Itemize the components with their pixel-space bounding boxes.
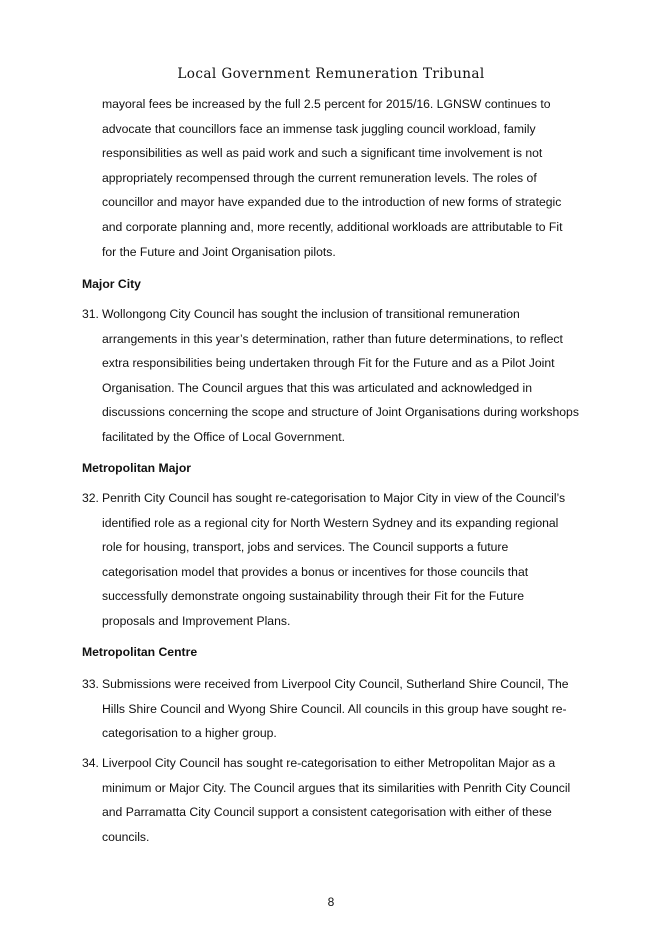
section-heading-metropolitan-centre: Metropolitan Centre (82, 645, 198, 659)
paragraph-number: 33. (82, 677, 99, 691)
paragraph-number: 31. (82, 307, 99, 321)
section-heading-major-city: Major City (82, 277, 141, 291)
paragraph-number: 32. (82, 491, 99, 505)
paragraph-text: Submissions were received from Liverpool City Council, Sutherland Shire Council, The Hills Shire Council and Wyong Shire Council. All councils in this group have sought re-categorisation to a higher group. (102, 677, 569, 741)
paragraph-text: Penrith City Council has sought re-categorisation to Major City in view of the Council’s identified role as a regional city for North Western Sydney and its expanding regional role for housing, transport, jobs and services. The Council supports a future categorisation model that provides a bonus or incentives for those councils that successfully demonstrate ongoing sustainability through their Fit for the Future proposals and Improvement Plans. (102, 491, 566, 628)
paragraph-text: Wollongong City Council has sought the inclusion of transitional remuneration arrangements in this year’s determination, rather than future determinations, to reflect extra responsibilities being undertaken through Fit for the Future and as a Pilot Joint Organisation. The Council argues that this was articulated and acknowledged in discussions concerning the scope and structure of Joint Organisations during workshops facilitated by the Office of Local Government. (102, 307, 579, 444)
paragraph-number: 34. (82, 756, 99, 770)
section-heading-metropolitan-major: Metropolitan Major (82, 461, 192, 475)
page-header: Local Government Remuneration Tribunal (177, 66, 485, 82)
intro-paragraph: mayoral fees be increased by the full 2.5 percent for 2015/16. LGNSW continues to advocate that councillors face an immense task juggling council workload, family responsibilities as well as paid work and such a significant time involvement is not appropriately recompensed through the current remuneration levels. The roles of councillor and mayor have expanded due to the introduction of new forms of strategic and corporate planning and, more recently, additional workloads are attributable to Fit for the Future and Joint Organisation pilots. (102, 97, 563, 259)
page-number: 8 (327, 895, 335, 909)
paragraph-text: Liverpool City Council has sought re-categorisation to either Metropolitan Major as a minimum or Major City. The Council argues that its similarities with Penrith City Council and Parramatta City Council support a consistent categorisation with either of these councils. (102, 756, 571, 844)
